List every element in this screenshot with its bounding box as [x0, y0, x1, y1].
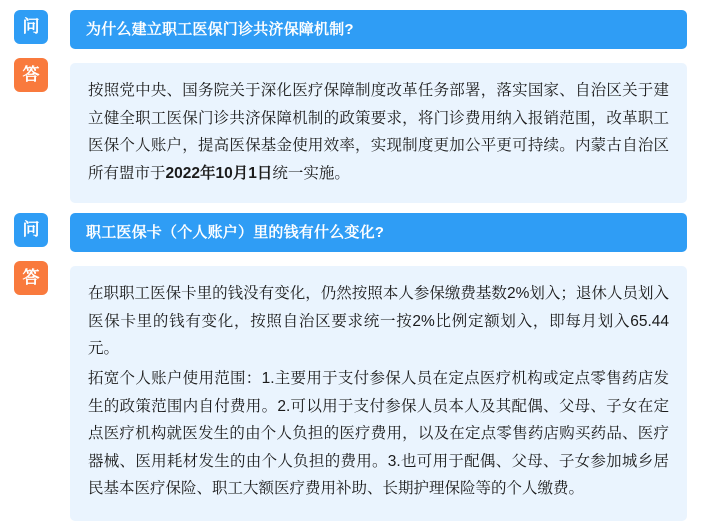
answer-paragraph: 拓宽个人账户使用范围：1.主要用于支付参保人员在定点医疗机构或定点零售药店发生的政策范围内自付费用。2.可以用于支付参保人员本人及其配偶、父母、子女在定点医疗机构就医发生的由个人负担的医疗费用，以及在定点零售药店购买药品、医疗器械、医用耗材发生的由个人负担的费用。3.也可用于配偶、父母、子女参加城乡居民基本医疗保险、职工大额医疗费用补助、长期护理保险等的个人缴费。	[88, 370, 669, 498]
answer-body-1	[70, 63, 687, 203]
question-badge-2: 问	[14, 213, 48, 247]
answer-badge-2: 答	[14, 261, 48, 295]
question-text-2: 职工医保卡（个人账户）里的钱有什么变化?	[70, 213, 687, 252]
answer-paragraph: 按照党中央、国务院关于深化医疗保障制度改革任务部署，落实国家、自治区关于建立健全职工医保门诊共济保障机制的政策要求，将门诊费用纳入报销范围，改革职工医保个人账户，提高医保基金使用效率，实现制度更加公平更可持续。内蒙古自治区所有盟市于2022年10月1日统一实施。	[88, 82, 669, 182]
faq-item-1	[14, 10, 687, 203]
answer-body-2	[70, 266, 687, 521]
faq-item-2	[14, 213, 687, 521]
answer-badge-1: 答	[14, 58, 48, 92]
answer-paragraph: 在职职工医保卡里的钱没有变化，仍然按照本人参保缴费基数2%划入；退休人员划入医保卡里的钱有变化，按照自治区要求统一按2%比例定额划入，即每月划入65.44元。	[88, 285, 669, 358]
question-text-1: 为什么建立职工医保门诊共济保障机制?	[70, 10, 687, 49]
question-badge-1: 问	[14, 10, 48, 44]
